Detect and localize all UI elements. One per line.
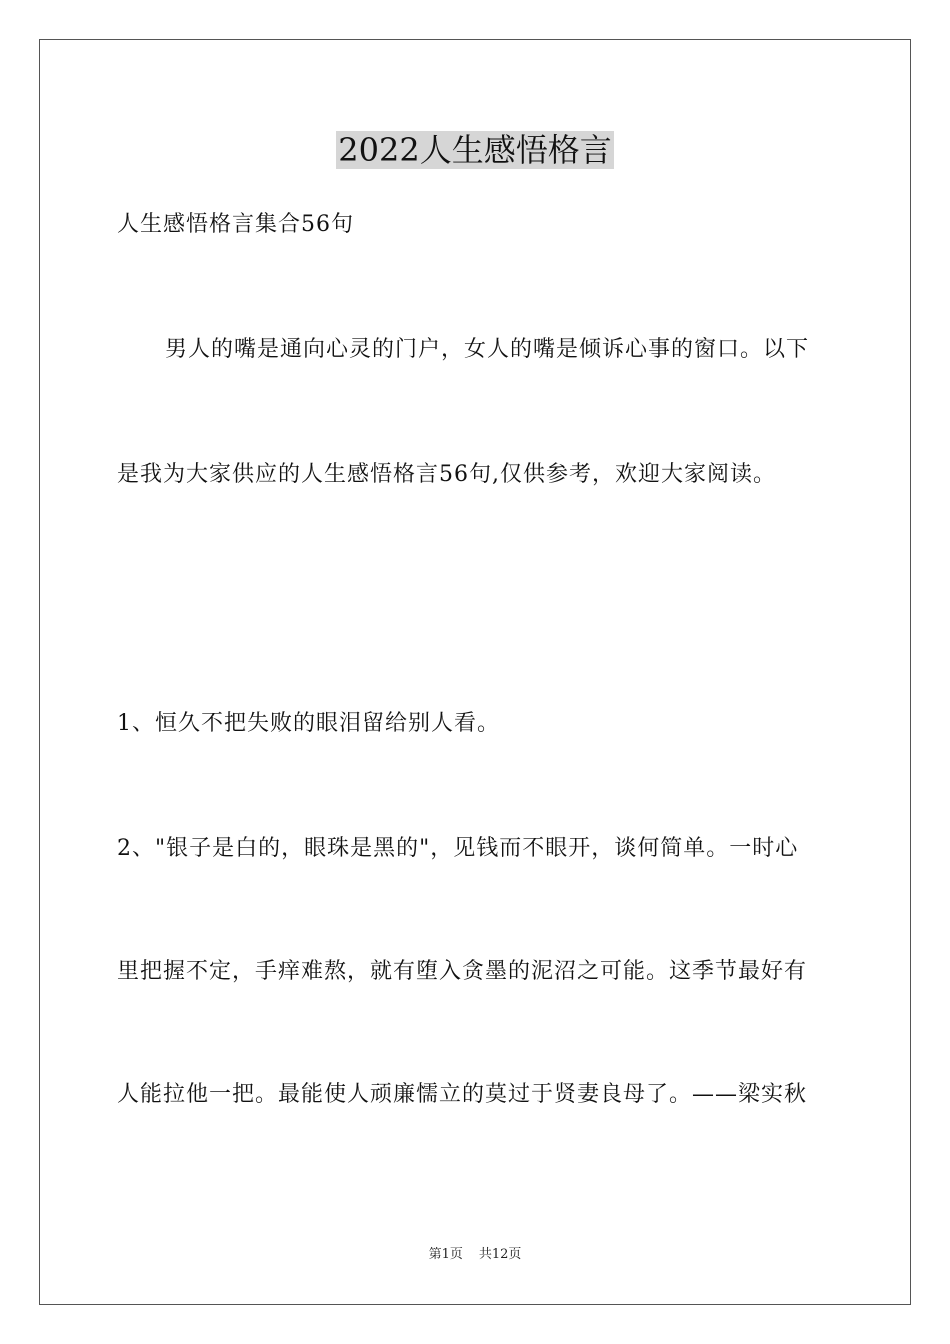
list-item: 2、"银子是白的，眼珠是黑的"，见钱而不眼开，谈何简单。一时心: [117, 836, 799, 861]
page-number: 第1页: [428, 1247, 463, 1262]
document-subtitle: 人生感悟格言集合56句: [117, 212, 354, 237]
document-title: [0, 128, 950, 172]
paragraph-line: 里把握不定，手痒难熬，就有堕入贪墨的泥沼之可能。这季节最好有: [117, 959, 808, 984]
page-footer: [0, 1246, 950, 1264]
paragraph-line: 男人的嘴是通向心灵的门户，女人的嘴是倾诉心事的窗口。以下: [165, 337, 810, 362]
paragraph-line: 人能拉他一把。最能使人顽廉懦立的莫过于贤妻良母了。——梁实秋: [117, 1082, 808, 1107]
page-total: 共12页: [478, 1247, 522, 1262]
document-title-text: 2022人生感悟格言: [338, 131, 612, 169]
list-item: 1、恒久不把失败的眼泪留给别人看。: [117, 711, 500, 736]
paragraph-line: 是我为大家供应的人生感悟格言56句,仅供参考，欢迎大家阅读。: [117, 462, 776, 487]
